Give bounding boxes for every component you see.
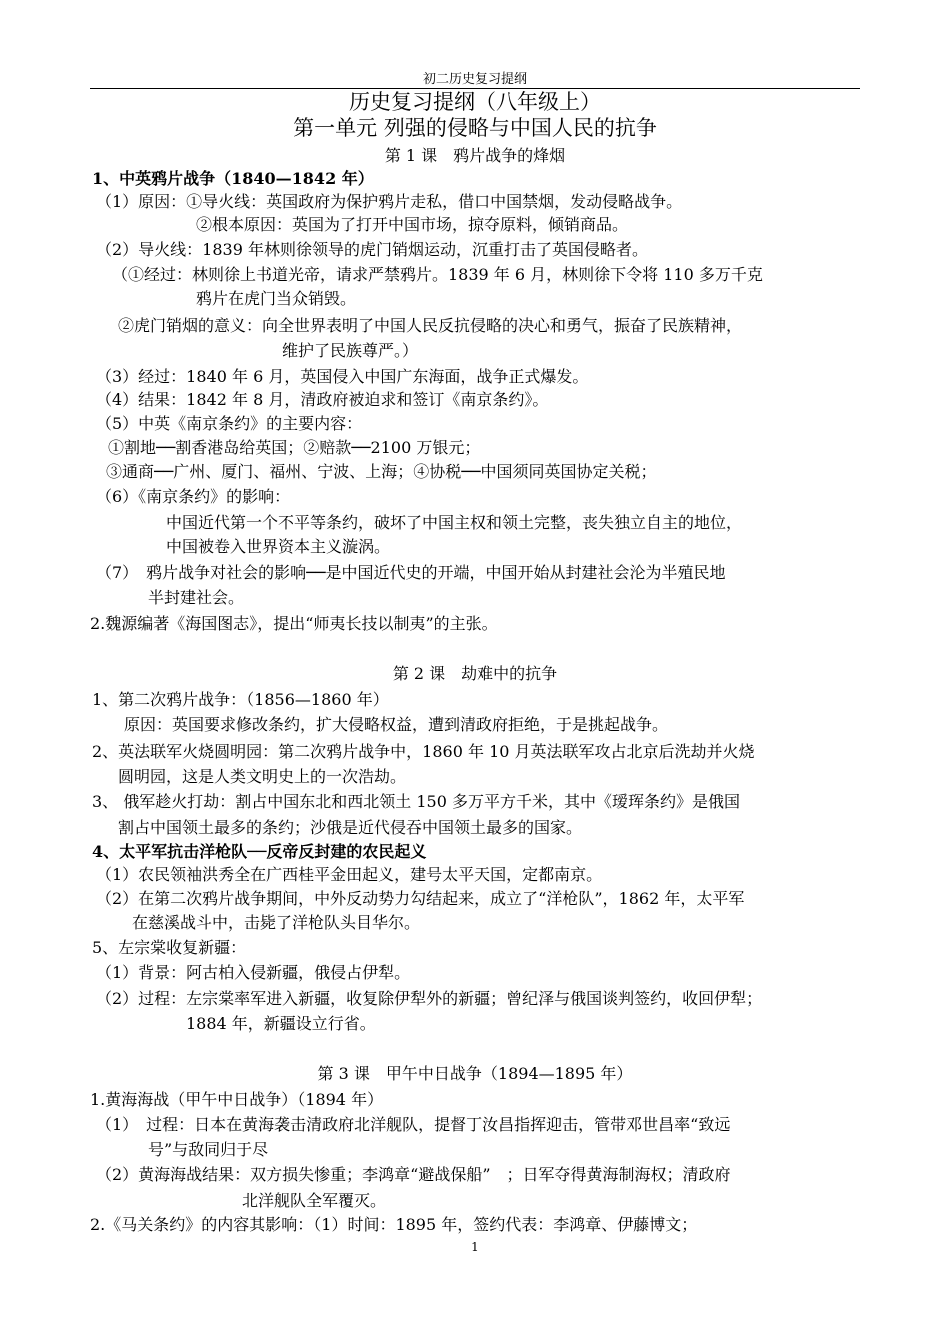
paragraph-line: 2.魏源编著《海国图志》，提出“师夷长技以制夷”的主张。: [90, 614, 498, 633]
paragraph-line: （6）《南京条约》的影响：: [96, 487, 291, 506]
paragraph-line: 2.《马关条约》的内容其影响：（1）时间：1895 年，签约代表：李鸿章、伊藤博文；: [90, 1215, 698, 1234]
paragraph-line: （1）农民领袖洪秀全在广西桂平金田起义，建号太平天国，定都南京。: [96, 865, 603, 884]
lesson-3-heading: 第 3 课 甲午中日战争（1894—1895 年）: [317, 1064, 633, 1083]
paragraph-line: 号”与敌同归于尽: [148, 1140, 269, 1159]
header-rule: [90, 88, 860, 89]
paragraph-line: 割占中国领土最多的条约；沙俄是近代侵吞中国领土最多的国家。: [118, 818, 583, 837]
paragraph-line: 原因：英国要求修改条约，扩大侵略权益，遭到清政府拒绝，于是挑起战争。: [124, 715, 669, 734]
paragraph-line: （2）过程：左宗棠率军进入新疆，收复除伊犁外的新疆；曾纪泽与俄国谈判签约，收回伊犁；: [96, 989, 763, 1008]
paragraph-line: ①割地──割香港岛给英国；②赔款──2100 万银元；: [108, 438, 481, 457]
paragraph-line: 半封建社会。: [148, 588, 245, 607]
paragraph-line: （7） 鸦片战争对社会的影响──是中国近代史的开端，中国开始从封建社会沦为半殖民地: [96, 563, 726, 582]
document-title: 历史复习提纲（八年级上）: [349, 90, 601, 114]
paragraph-line: 中国近代第一个不平等条约，破坏了中国主权和领土完整，丧失独立自主的地位，: [166, 513, 743, 532]
paragraph-line: 5、左宗棠收复新疆：: [92, 938, 247, 957]
paragraph-line: 圆明园，这是人类文明史上的一次浩劫。: [118, 767, 407, 786]
paragraph-line: （2）黄海海战结果：双方损失惨重；李鸿章“避战保船” ；日军夺得黄海制海权；清政府: [96, 1165, 731, 1184]
page-number: 1: [471, 1240, 479, 1254]
paragraph-line: 2、英法联军火烧圆明园：第二次鸦片战争中，1860 年 10 月英法联军攻占北京后洗劫并火烧: [92, 742, 755, 761]
lesson-1-heading: 第 1 课 鸦片战争的烽烟: [384, 146, 566, 165]
paragraph-line: 4、太平军抗击洋枪队──反帝反封建的农民起义: [92, 842, 427, 861]
paragraph-line: （1）原因：①导火线：英国政府为保护鸦片走私，借口中国禁烟，发动侵略战争。: [96, 192, 683, 211]
paragraph-line: ②虎门销烟的意义：向全世界表明了中国人民反抗侵略的决心和勇气，振奋了民族精神，: [118, 316, 743, 335]
paragraph-line: 鸦片在虎门当众销毁。: [196, 289, 357, 308]
paragraph-line: （2）导火线：1839 年林则徐领导的虎门销烟运动，沉重打击了英国侵略者。: [96, 240, 648, 259]
paragraph-line: 1.黄海海战（甲午中日战争）（1894 年）: [90, 1090, 384, 1109]
paragraph-line: （1）背景：阿古柏入侵新疆，俄侵占伊犁。: [96, 963, 411, 982]
paragraph-line: （4）结果：1842 年 8 月，清政府被迫求和签订《南京条约》。: [96, 390, 549, 409]
lesson-2-heading: 第 2 课 劫难中的抗争: [392, 664, 558, 683]
paragraph-line: （2）在第二次鸦片战争期间，中外反动势力勾结起来，成立了“洋枪队”，1862 年，太平军: [96, 889, 745, 908]
running-header: 初二历史复习提纲: [422, 72, 527, 87]
paragraph-line: 维护了民族尊严。）: [282, 341, 419, 360]
paragraph-line: 北洋舰队全军覆灭。: [242, 1191, 387, 1210]
paragraph-line: ③通商──广州、厦门、福州、宁波、上海；④协税──中国须同英国协定关税；: [106, 462, 657, 481]
paragraph-line: 中国被卷入世界资本主义漩涡。: [166, 537, 391, 556]
paragraph-line: （①经过：林则徐上书道光帝，请求严禁鸦片。1839 年 6 月，林则徐下令将 110 多万千克: [112, 265, 763, 284]
paragraph-line: 1、第二次鸦片战争：（1856—1860 年）: [92, 690, 389, 709]
paragraph-line: 3、 俄军趁火打劫：割占中国东北和西北领土 150 多万平方千米，其中《瑷珲条约》是俄国: [92, 792, 740, 811]
paragraph-line: （3）经过：1840 年 6 月，英国侵入中国广东海面，战争正式爆发。: [96, 367, 589, 386]
paragraph-line: 1、中英鸦片战争（1840—1842 年）: [92, 169, 374, 188]
unit-title: 第一单元 列强的侵略与中国人民的抗争: [293, 116, 657, 140]
paragraph-line: 1884 年，新疆设立行省。: [186, 1014, 376, 1033]
paragraph-line: 在慈溪战斗中，击毙了洋枪队头目华尔。: [132, 913, 421, 932]
paragraph-line: （1） 过程：日本在黄海袭击清政府北洋舰队，提督丁汝昌指挥迎击，管带邓世昌率“致远: [96, 1115, 731, 1134]
paragraph-line: （5）中英《南京条约》的主要内容：: [96, 414, 363, 433]
paragraph-line: ②根本原因：英国为了打开中国市场，掠夺原料，倾销商品。: [196, 215, 629, 234]
